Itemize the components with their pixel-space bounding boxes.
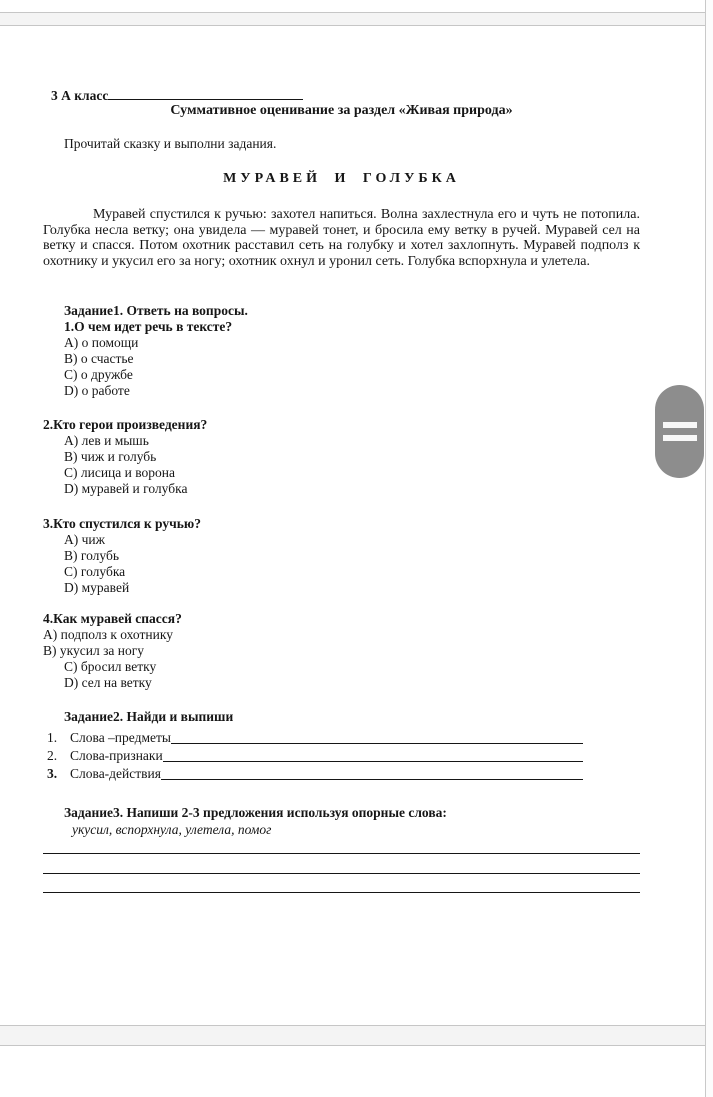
- question-1-option-d: D) о работе: [64, 383, 130, 398]
- writing-line: [43, 873, 640, 874]
- task2-item-1: [47, 730, 583, 746]
- page-gap-top: [0, 12, 705, 26]
- task3-keywords: укусил, вспорхнула, улетела, помог: [72, 822, 272, 837]
- class-line: [51, 88, 303, 104]
- question-4-option-b: В) укусил за ногу: [43, 643, 145, 658]
- class-label: 3 А класс: [51, 88, 109, 103]
- question-4-option-c: С) бросил ветку: [64, 659, 157, 674]
- question-3: 3.Кто спустился к ручью?: [43, 516, 201, 531]
- question-4-option-d: D) сел на ветку: [64, 675, 152, 690]
- drag-handle-icon: [663, 422, 697, 428]
- task1-heading: Задание1. Ответь на вопросы.: [64, 303, 248, 318]
- task2-item-3-label: Слова-действия: [70, 766, 161, 781]
- question-1-option-c: С) о дружбе: [64, 367, 133, 382]
- question-3-option-b: В) голубь: [64, 548, 119, 563]
- question-2-option-d: D) муравей и голубка: [64, 481, 188, 496]
- question-3-option-c: С) голубка: [64, 564, 126, 579]
- document-page: [0, 26, 705, 1025]
- story-text: Муравей спустился к ручью: захотел напиться. Волна захлестнула его и чуть не потопила. Голубка несла ветку; она увидела — муравей тонет, и бросила ему ветку в ручей. Муравей сел на ветку и спасся. Потом охотник расставил сеть на голубку и хотел захлопнуть. Муравей подполз к охотнику и укусил его за ногу; охотник охнул и уронил сеть. Голубка вспорхнула и улетела.: [43, 207, 640, 269]
- question-2: 2.Кто герои произведения?: [43, 417, 208, 432]
- writing-line: [43, 892, 640, 893]
- answer-blank: [171, 743, 583, 744]
- task3-heading: Задание3. Напиши 2-3 предложения используя опорные слова:: [64, 805, 447, 820]
- question-1-option-a: А) о помощи: [64, 335, 139, 350]
- story-title: МУРАВЕЙ И ГОЛУБКА: [223, 171, 460, 186]
- task2-item-2-label: Слова-признаки: [70, 748, 163, 763]
- task2-item-1-number: 1.: [47, 730, 58, 745]
- task2-item-3: [47, 766, 583, 782]
- previous-page-edge: [0, 0, 705, 12]
- instruction-text: Прочитай сказку и выполни задания.: [64, 136, 277, 151]
- next-page-edge: [0, 1046, 705, 1097]
- question-1-option-b: В) о счастье: [64, 351, 134, 366]
- question-4: 4.Как муравей спасся?: [43, 611, 182, 626]
- question-1: 1.О чем идет речь в тексте?: [64, 319, 233, 334]
- page-gap-bottom: [0, 1025, 705, 1046]
- question-3-option-a: А) чиж: [64, 532, 105, 547]
- class-name-blank: [108, 88, 303, 100]
- answer-blank: [163, 761, 583, 762]
- question-3-option-d: D) муравей: [64, 580, 130, 595]
- task2-item-3-number: 3.: [47, 766, 58, 781]
- writing-line: [43, 853, 640, 854]
- task2-item-2: [47, 748, 583, 764]
- drag-handle-icon: [663, 435, 697, 441]
- question-4-option-a: А) подполз к охотнику: [43, 627, 173, 642]
- scroll-drag-handle[interactable]: [655, 385, 704, 478]
- question-2-option-c: С) лисица и ворона: [64, 465, 175, 480]
- question-2-option-b: В) чиж и голубь: [64, 449, 157, 464]
- assessment-title: Суммативное оценивание за раздел «Живая природа»: [170, 103, 513, 118]
- task2-heading: Задание2. Найди и выпиши: [64, 709, 234, 724]
- scrollbar-track[interactable]: [705, 0, 713, 1097]
- task2-item-1-label: Слова –предметы: [70, 730, 171, 745]
- answer-blank: [161, 779, 583, 780]
- question-2-option-a: А) лев и мышь: [64, 433, 149, 448]
- task2-item-2-number: 2.: [47, 748, 58, 763]
